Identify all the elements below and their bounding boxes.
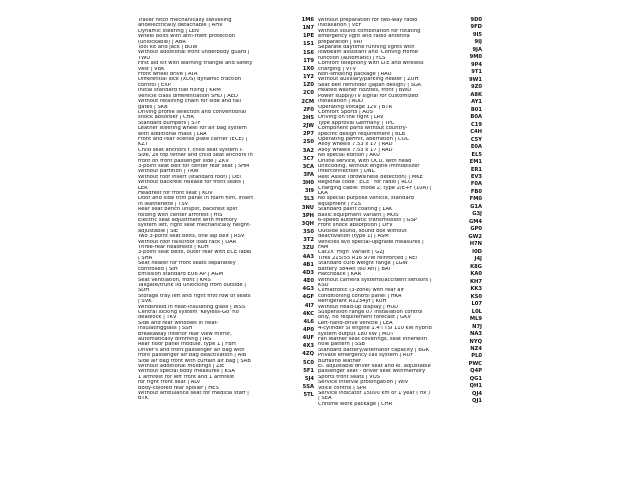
option-code: 1X0 [302,65,314,72]
option-code: 3A2 [302,147,314,154]
equipment-description-line: installation | VEF [318,23,362,29]
equipment-description-line: 6-speed automatic transmission | GSP [318,218,418,224]
equipment-description-line: Service indicator 15000 km or 1 year ( fix ) [318,391,430,397]
option-code: 2P7 [302,131,314,138]
option-code: EL5 [471,151,482,158]
equipment-description-line: Battery 384Ah (60 Ah) | BAT [318,266,392,272]
option-code: I0D [472,248,482,255]
option-code: C5Y [470,136,482,143]
equipment-description-line: Alloy wheels 7.53 x 17 | RAD [318,147,393,153]
equipment-description-line: Non-smoking package | RAU [318,72,392,78]
option-code: NYQ [469,338,482,345]
equipment-description-line: | SVK [138,299,152,305]
equipment-description-line: emergency light and radio antenna [318,34,410,40]
option-code: 3H0 [302,180,314,187]
equipment-description-line: LER [138,185,148,191]
equipment-description-line: folding with center armrest | HIS [138,212,223,218]
option-code: 4L6 [303,318,314,325]
option-code: 2S0 [303,139,314,146]
equipment-description-line: for right front seat | ALV [138,380,201,386]
option-code: 4G3 [302,286,314,293]
equipment-description-line: Size, 2x top tether and child seat anchors in [138,153,253,159]
option-code: 2F0 [303,106,314,113]
equipment-description-line: | SEA [318,396,332,402]
option-code: 4I7 [304,302,314,309]
equipment-description-line: charging | VTV [318,66,356,72]
option-code: 2H5 [302,114,314,121]
option-code: QH1 [469,383,482,390]
equipment-description-line: | SHA [138,255,153,261]
equipment-description-line: Vehicle class differentiation SHD | AED [138,93,239,99]
equipment-description-line: Regional code ' ECE ' for radio | RCO [318,180,413,186]
equipment-description-line: Without ambulance seat for medical staff | [138,391,249,397]
equipment-description-line: in leatherette | TSV [138,201,189,207]
equipment-description-line: Child seat anchors f. child seat system i- [138,147,243,153]
option-code: 1Z0 [303,82,314,89]
equipment-description-line: Without preparation for two-way radio [318,18,418,23]
option-code: KS0 [470,293,482,300]
equipment-description-line: First aid kit with warning triangle and safety [138,61,253,67]
equipment-description-line: TWU [138,55,151,61]
equipment-description-line: Service interval prolongation | WIV [318,380,409,386]
equipment-description-line: KSU [318,282,329,288]
equipment-description-line: FAM [318,245,329,251]
equipment-description-line: Voice control | SPR [318,385,367,391]
equipment-description-line: El. adjustable driver seat and el. adjustable [318,364,431,369]
equipment-description-line: Standard curb weight range | LGW [318,261,408,267]
option-code: 3I9 [304,188,314,195]
equipment-description-line: Headrest for front seat | KOV [138,191,213,196]
equipment-description-line: 3-point seat belts, outer rear with ECE label [138,250,252,256]
option-code: FB0 [470,188,482,195]
equipment-description-line: Rest Assist (drowsiness detection) | MKE [318,174,423,180]
equipment-description-line: deactivation (type 1) | ASM [318,234,389,240]
option-code: NZ4 [470,345,482,352]
equipment-description-line: Without roof insert (standard roof) | DEI [138,174,241,180]
equipment-description-line: conditioning control panel | HKA [318,293,402,299]
equipment-description-line: insulatingglass | SSH [138,326,193,332]
equipment-description-line: Climatronic (3-zone) with rear air [318,288,405,294]
option-code: GW2 [468,233,482,240]
option-code: C19 [470,121,482,128]
equipment-description-line: Front and rear license plate carrier (ECE) | [138,136,248,142]
option-code: GP0 [470,226,482,233]
option-code: 3S0 [303,229,314,236]
option-code: 2JW [302,123,314,130]
option-code: 1N7 [302,25,314,32]
equipment-description-line: front on front passenger side | ZKV [138,158,229,164]
equipment-description-line: Separate daytime running lights with [318,45,415,51]
option-code: G3J [472,211,482,218]
equipment-description-line: interconnection | ONL [318,169,375,175]
option-code: 5C0 [302,359,314,366]
equipment-description-line: Standard paint coating | LAK [318,207,393,213]
option-code: AY1 [471,99,482,106]
equipment-description-line: specific design requirement | BLB [318,131,406,137]
equipment-description-line: vest | VBK [138,66,165,72]
equipment-description-line: Sports front seats | VOS [318,374,380,380]
equipment-description-line: Rear seat bench unsplit, backrest split [138,207,238,213]
equipment-description-line: Without backrest release for front seats | [138,180,245,186]
option-code: 1S1 [303,41,314,48]
equipment-description-line: SDH [138,288,150,294]
option-code: KH7 [470,278,482,285]
option-code: 5F1 [303,367,314,374]
equipment-description-line: Emission standard EU6 AP | AGM [138,272,224,278]
equipment-description-line: Buffalino leather [318,358,362,364]
option-code: E0A [470,144,482,151]
equipment-description-line: Without additional front underbody guard | [138,50,250,56]
option-code: ER1 [470,166,482,173]
option-code: C4H [470,129,482,136]
equipment-description-line: Outside sound, sound box without [318,228,407,234]
option-code: B0A [470,114,482,121]
equipment-description-line: only, no requirement forecast | GKV [318,315,412,321]
equipment-description-line: Comfort Sports | AUS [318,109,373,115]
equipment-description-line: Heated washer nozzles, front | BWD [318,88,412,94]
equipment-description-line: shock absorber | CHA [138,115,194,121]
option-code: 3C7 [302,155,314,162]
equipment-description-line: Component parts without country- [318,126,408,132]
equipment-description-line: front passenger air bag deactivation | AIB [138,353,247,359]
option-code: 3NU [301,204,314,211]
equipment-description-line: Differential lock (XDS) dynamic traction [138,77,242,83]
option-code: 1T9 [303,57,314,64]
equipment-description-line: LKA [318,191,328,196]
equipment-description-line: Alloy wheels 7.53 x 17 | RAD [318,142,393,148]
equipment-description-line: Seat heater for front seats separately [138,261,236,267]
equipment-description-line: Without retaining chain for side and tail [138,99,242,105]
option-code: NA3 [470,331,482,338]
option-code: EV3 [470,174,482,180]
equipment-description-line: Central locking system 'Keyless-Go' no [138,309,239,315]
equipment-description-line: Initial standard fuel filling | KRM [138,88,221,94]
equipment-description-line: Driver's and front passenger air bag with [138,347,245,353]
equipment-description-line: andelectrically detachable | AHV [138,23,223,29]
option-code: 4X3 [302,343,314,350]
equipment-description-line: Online service, with OCU, with head [318,158,412,164]
equipment-description-line: Fan leather seat coverings, seat innerwith [318,336,428,342]
equipment-description-line: Front wheel drive | ATA [138,72,198,78]
equipment-description-line: Wheel bolts with anti-theft protection [138,34,236,40]
option-code: FM0 [469,196,482,203]
equipment-description-line: Seat belt reminder (Japan design) | SGK [318,82,422,88]
option-code: KK3 [470,286,482,293]
equipment-description-line: hole pattern | SSB [318,342,365,348]
option-code: EM1 [469,159,482,166]
option-code: ML9 [469,316,482,323]
option-code: 4KC [302,310,314,317]
equipment-description-line: adjustable | SIE [138,228,179,234]
equipment-description-line: Front shock absorption | DFV [318,223,393,229]
option-code: H7N [469,241,482,248]
option-code: J4J [474,256,482,263]
equipment-description-line: Hatchback | KAR [318,272,362,278]
equipment-description-line: Seat ventilation, front | KMS [138,277,211,283]
option-code: L07 [471,301,482,308]
option-code: GM4 [468,218,482,225]
equipment-description-line: Body-colored rear spoiler | HES [138,385,219,391]
equipment-description-line: Side and rear windows in heat- [138,320,219,326]
equipment-description-line: gates | SKB [138,104,168,110]
equipment-description-line: Comfort telephony with LTE and wireless [318,61,424,67]
option-code: 3CA [302,163,314,170]
equipment-description-line: installation | AUD [318,99,364,105]
equipment-description-line: Tailgate/trunk lid unlocking from outside | [138,282,246,288]
option-code: 4UF [302,335,314,342]
equipment-description-line: No special edition | AKU [318,153,380,159]
equipment-description-line: Without additional moldings | ZIE [138,364,225,369]
equipment-description-line: (unlockable) | ABR [138,39,186,45]
equipment-description-line: Electric seat adjustment with memory [138,218,238,224]
option-code: 4D3 [302,269,314,276]
equipment-description-line: Without roof rails/roof load rack | DAR [138,239,237,245]
option-code: QJ4 [472,390,482,397]
option-code: 3QH [301,220,314,227]
equipment-description-line: Type approval Germany | TPL [318,120,394,126]
option-code: 9JA [472,46,482,53]
equipment-description-line: Trailer hitch mechanically swivelling [138,18,232,23]
equipment-description-line: Three-rear headrests | KOH [138,245,209,251]
equipment-description-line: Suspension range 07 installation control [318,309,423,315]
equipment-description-line: Windshield in heat-insulating glass | WSS [138,304,246,310]
equipment-description-line: preparation | VRT [318,39,364,45]
equipment-description-line: control | EXP [138,82,171,88]
option-code: 4E0 [303,278,314,285]
equipment-description-line: KZT [138,142,149,148]
option-code: K8G [470,263,482,270]
equipment-description-line: Vehicles w/o special-upgrade measures | [318,239,424,245]
option-code: 5J4 [304,375,314,382]
equipment-description-line: Side air bag front with curtain air bag | SAB [138,358,251,364]
option-code: 4GF [302,294,314,301]
option-code: 1PE [303,33,314,40]
option-code: 3FA [303,171,314,178]
option-code: L0L [471,308,482,315]
equipment-description-line: 4-cylinder SI engine 1.4 l TSI 110 kW hybrid [318,326,432,332]
equipment-description-line: with additional mass | LRA [138,131,207,137]
equipment-description-line: Basic equipment variant | MOS [318,212,399,218]
equipment-description-line: system output 180 kW | MOT [318,331,394,337]
option-code: 9FD [470,24,482,31]
equipment-description-line: Without sound combination for rotating [318,28,421,34]
equipment-description-line: Rear floor panel module, type 1 | FBH [138,342,236,348]
option-code: QG1 [469,375,482,382]
equipment-description-line: Chrome work package | CHR [318,401,393,407]
equipment-description-line: unitcoding, without engine immobilizer [318,163,420,169]
option-code: 1Y2 [303,74,314,81]
equipment-description-line: Driving profile selection and conventional [138,109,247,115]
equipment-description-line: Left-hand-drive vehicle | LEA [318,320,393,326]
option-code: 9W1 [469,76,482,83]
equipment-description-line: automatically dimming | IRS [138,336,212,342]
option-code: F0A [470,181,482,188]
equipment-description-line: equipment | FZS [318,201,361,207]
equipment-description-line: Without auxiliary/parking heater | ZUH [318,77,419,83]
equipment-description-line: Leather steering wheel for air bag system [138,126,247,132]
equipment-description-line: deadlock | TKV [138,315,177,321]
equipment-description-line: No special purpose vehicle, standard [318,196,414,202]
equipment-description-line: Standard battery/alternator capacity | BGK [318,347,430,353]
equipment-description-line: Standard bumpers | STF [138,120,201,126]
equipment-description-line: Without head-up display | HUD [318,304,399,310]
option-code: 1S6 [303,49,314,56]
equipment-description-line: Without partition | TRW [138,169,199,175]
equipment-description-line: Tires 215/55 R16 97W reinforced | REI [318,255,417,261]
left-description-column [138,18,308,402]
option-code: PL0 [471,353,482,360]
equipment-description-line: function (automatic) | FLS [318,55,386,61]
equipment-description-line: Dynamic steering | LEN [138,28,199,34]
option-code: 3L3 [303,196,314,203]
equipment-description-line: Refrigerant R1234yf | KUH [318,299,387,305]
option-code: B01 [470,106,482,113]
equipment-description-line: Tool kit and jack | BOW [138,45,198,51]
equipment-description-line: BTK [138,396,149,402]
equipment-description-line: system left, right seat mechanically height- [138,223,252,229]
option-code: 1M6 [301,17,314,23]
equipment-description-line: Power supply/TV signal for customized [318,93,419,99]
option-code: 5SA [302,384,314,391]
option-code: 3ZU [302,245,314,252]
option-code: 4ZQ [302,351,314,358]
option-code: 3T2 [303,237,314,244]
option-code: N7J [472,323,482,330]
option-code: 4B1 [302,261,314,268]
option-code: A8K [470,91,482,98]
option-code: 9I5 [472,31,482,38]
equipment-description-line: Car2X 'High' variant | G2J [318,250,385,256]
option-code: 2CM [301,98,314,105]
option-code: QJ1 [472,398,482,405]
equipment-description-line: Charging cable: mode 2, type 2/E+F (10A) | [318,185,432,191]
right-description-column [318,18,468,407]
option-code: 9P4 [470,61,482,68]
equipment-description-line: controlled | SIH [138,266,178,272]
equipment-description-line: lowbeam assistant and 'Coming Home' [318,50,420,56]
option-code: 2C0 [302,90,314,97]
option-code: G1A [470,203,482,210]
option-code: 9M0 [469,54,482,61]
equipment-description-line: 1 armrest for left front and 1 armrest [138,374,235,380]
option-code: KA0 [470,271,482,278]
equipment-description-line: Driving on the right | LRV [318,115,384,121]
equipment-description-line: Storage tray left and right first row of seats [138,293,251,299]
equipment-description-line: Two 3-point seat belts, one lap belt | RSV [138,234,245,240]
option-code: PWC [468,360,482,367]
option-code: 5TL [303,392,314,399]
option-code: 9T1 [471,69,482,76]
equipment-description-line: Operating permit, aberration | COC [318,136,410,142]
option-code: 9D0 [470,17,482,23]
equipment-description-line: 3-point seat belt for center rear seat | SHM [138,163,250,169]
option-code: Q4P [470,368,482,375]
equipment-description-line: Without camera systems/accident sensors | [318,277,432,283]
option-code: 3PH [302,212,314,219]
equipment-description-line: Without special body measures | KSA [138,369,235,375]
equipment-description-line: Breakaway interior rear view mirror, [138,331,232,337]
option-code: 9IJ [474,39,482,46]
equipment-description-line: Operating voltage 12V | BTR [318,104,393,110]
equipment-description-line: Door and side trim panel in foam film, insert [138,196,254,202]
option-code: 4A3 [302,253,314,260]
equipment-description-line: passenger seat - driver seat withmemory [318,369,426,375]
equipment-description-line: Private emergency call system | RUF [318,353,414,359]
option-code: 4P0 [302,326,314,333]
option-code: 9Z0 [471,84,482,91]
